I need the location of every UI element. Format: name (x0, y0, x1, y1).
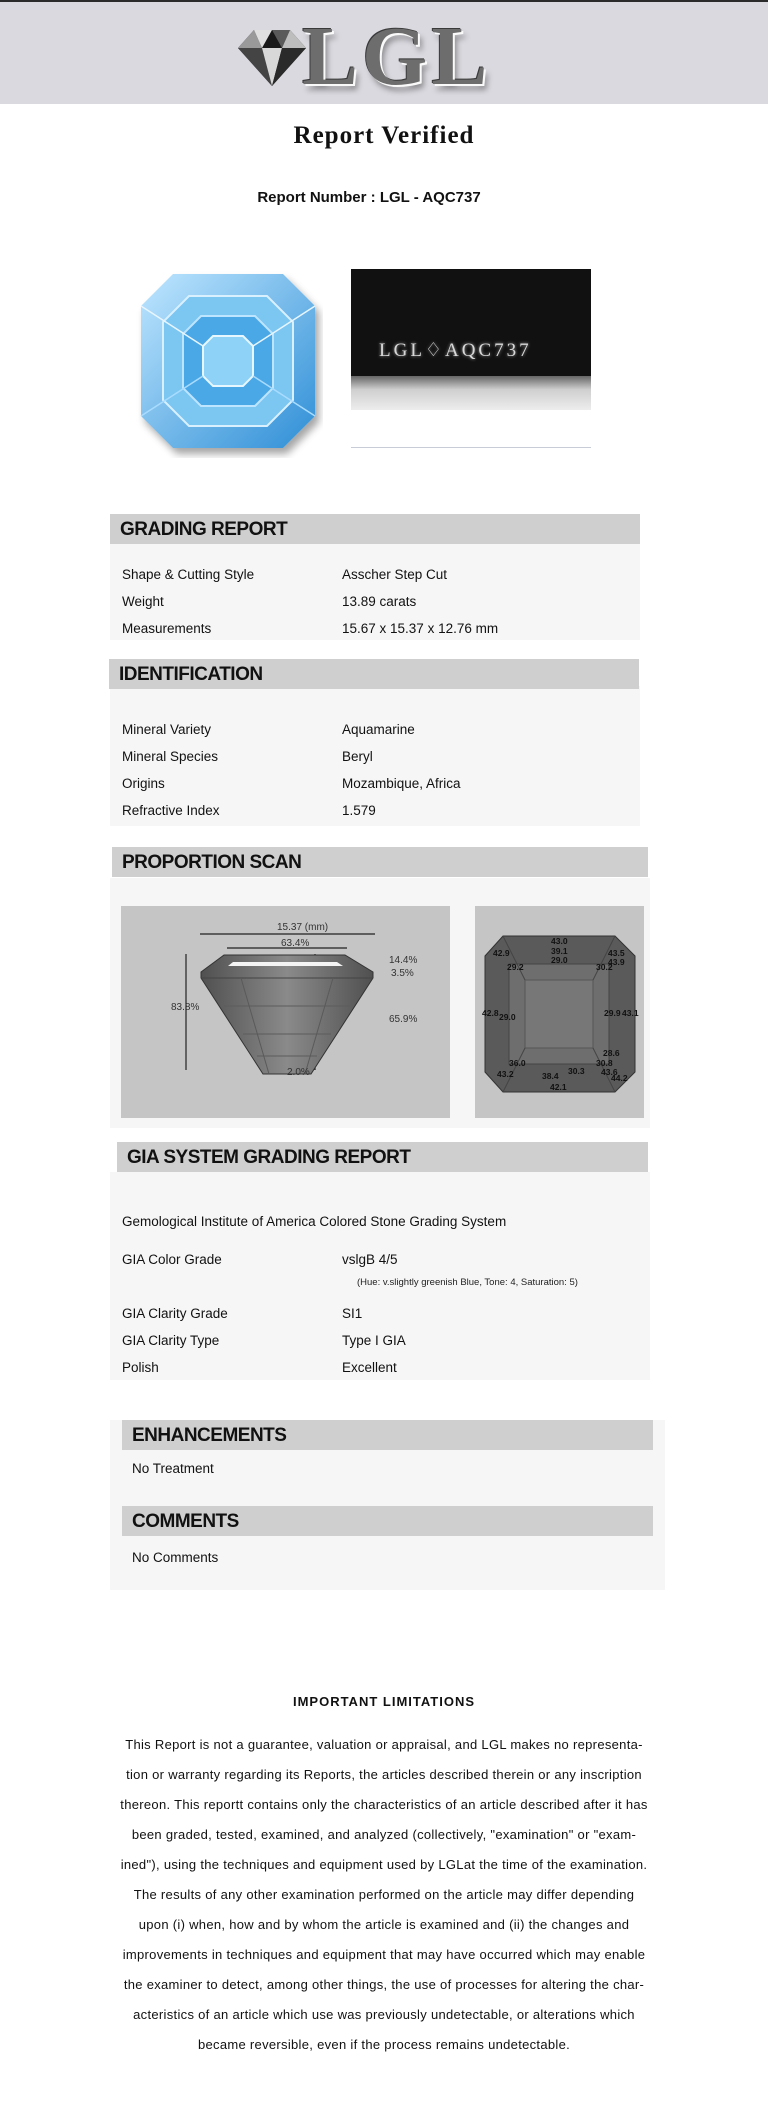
limitations-line: upon (i) when, how and by whom the article is examined and (ii) the changes and (138, 1917, 630, 1932)
color-grade-note: (Hue: v.slightly greenish Blue, Tone: 4, Saturation: 5) (357, 1277, 578, 1288)
top-view-diagram (475, 906, 644, 1118)
limitations-line: ined"), using the techniques and equipment used by LGLat the time of the examination. (120, 1857, 648, 1872)
top-label-10: 29.0 (499, 1012, 516, 1022)
width-label: 15.37 (mm) (277, 922, 329, 933)
table-label: 63.4% (281, 938, 310, 949)
top-label-2: 43.5 (608, 948, 625, 958)
pavilion-depth-label: 65.9% (389, 1014, 418, 1025)
row-label-clarity-grade: GIA Clarity Grade (122, 1306, 228, 1321)
comments-text: No Comments (132, 1550, 219, 1565)
row-value-variety: Aquamarine (342, 722, 415, 737)
top-label-16: 43.6 (601, 1067, 618, 1077)
grading-report-heading: GRADING REPORT (110, 514, 640, 544)
top-label-4: 39.1 (551, 946, 568, 956)
top-label-18: 43.2 (497, 1069, 514, 1079)
gia-panel (110, 1172, 650, 1380)
row-label-variety: Mineral Variety (122, 722, 212, 737)
top-label-9: 42.8 (482, 1008, 499, 1018)
diamond-logo-icon (232, 24, 312, 90)
row-value-clarity-type: Type I GIA (342, 1333, 406, 1348)
row-value-origins: Mozambique, Africa (342, 776, 461, 791)
top-label-19: 38.4 (542, 1071, 559, 1081)
row-value-color-grade: vslgB 4/5 (342, 1252, 398, 1267)
row-label-measurements: Measurements (122, 621, 212, 636)
row-value-weight: 13.89 carats (342, 594, 417, 609)
top-label-14: 30.8 (596, 1058, 613, 1068)
limitations-line: This Report is not a guarantee, valuation or appraisal, and LGL makes no representa- (125, 1737, 643, 1752)
crown-height-label: 14.4% (389, 955, 418, 966)
limitations-line: the examiner to detect, among other things, the use of processes for altering the char- (123, 1977, 645, 1992)
gia-heading: GIA SYSTEM GRADING REPORT (117, 1142, 648, 1172)
profile-diagram (121, 906, 450, 1118)
logo-text: LGL (302, 10, 492, 103)
top-label-1: 43.0 (551, 936, 568, 946)
row-label-shape: Shape & Cutting Style (122, 567, 255, 582)
row-value-shape: Asscher Step Cut (342, 567, 448, 582)
top-label-5: 29.0 (551, 955, 568, 965)
row-value-polish: Excellent (342, 1360, 397, 1375)
top-label-6: 30.2 (596, 962, 613, 972)
lgl-logo (232, 10, 492, 103)
header-bar (0, 0, 768, 104)
top-label-11: 29.9 (604, 1008, 621, 1018)
inscription-photo (351, 269, 591, 410)
top-label-20: 30.3 (568, 1066, 585, 1076)
limitations-line: The results of any other examination performed on the article may differ depending (133, 1887, 635, 1902)
top-label-12: 43.1 (622, 1008, 639, 1018)
top-label-17: 44.2 (611, 1073, 628, 1083)
top-label-7: 29.2 (507, 962, 524, 972)
identification-heading: IDENTIFICATION (109, 659, 639, 689)
row-label-color-grade: GIA Color Grade (122, 1252, 222, 1267)
limitations-line: been graded, tested, examined, and analyzed (collectively, "examination" or "exam- (131, 1827, 637, 1842)
culet-label: 2.0% (287, 1067, 310, 1078)
report-number: Report Number : LGL - AQC737 (257, 189, 481, 206)
top-label-13: 28.6 (603, 1048, 620, 1058)
girdle-label: 3.5% (391, 968, 414, 979)
limitations-line: tion or warranty regarding its Reports, the articles described therein or any inscription (126, 1767, 642, 1782)
row-label-origins: Origins (122, 776, 165, 791)
girdle-band (351, 376, 591, 410)
gem-photo (133, 266, 323, 458)
row-label-polish: Polish (122, 1360, 159, 1375)
row-label-clarity-type: GIA Clarity Type (122, 1333, 220, 1348)
gia-intro: Gemological Institute of America Colored Stone Grading System (122, 1214, 507, 1229)
comments-heading: COMMENTS (122, 1506, 653, 1536)
enhancements-text: No Treatment (132, 1461, 214, 1476)
page-title: Report Verified (293, 122, 475, 149)
limitations-line: became reversible, even if the process remains undetectable. (197, 2037, 571, 2052)
row-value-refractive-index: 1.579 (342, 803, 376, 818)
total-depth-label: 83.8% (171, 1002, 200, 1013)
row-value-measurements: 15.67 x 15.37 x 12.76 mm (342, 621, 499, 636)
row-value-species: Beryl (342, 749, 373, 764)
top-label-3: 42.9 (493, 948, 510, 958)
inscription-text: LGL♢AQC737 (379, 340, 532, 361)
photo-divider (351, 447, 591, 448)
top-label-8: 43.9 (608, 957, 625, 967)
row-label-refractive-index: Refractive Index (122, 803, 220, 818)
row-label-weight: Weight (122, 594, 164, 609)
limitations-line: acteristics of an article which use was previously undetectable, or alterations which (133, 2007, 635, 2022)
enhancements-heading: ENHANCEMENTS (122, 1420, 653, 1450)
top-label-15: 36.0 (509, 1058, 526, 1068)
row-label-species: Mineral Species (122, 749, 219, 764)
limitations-line: improvements in techniques and equipment that may have occurred which may enable (122, 1947, 646, 1962)
proportion-scan-heading: PROPORTION SCAN (112, 847, 648, 877)
limitations-line: thereon. This reportt contains only the characteristics of an article described after it has (120, 1797, 648, 1812)
row-value-clarity-grade: SI1 (342, 1306, 363, 1321)
limitations-title: IMPORTANT LIMITATIONS (292, 1694, 476, 1709)
top-label-21: 42.1 (550, 1082, 567, 1092)
